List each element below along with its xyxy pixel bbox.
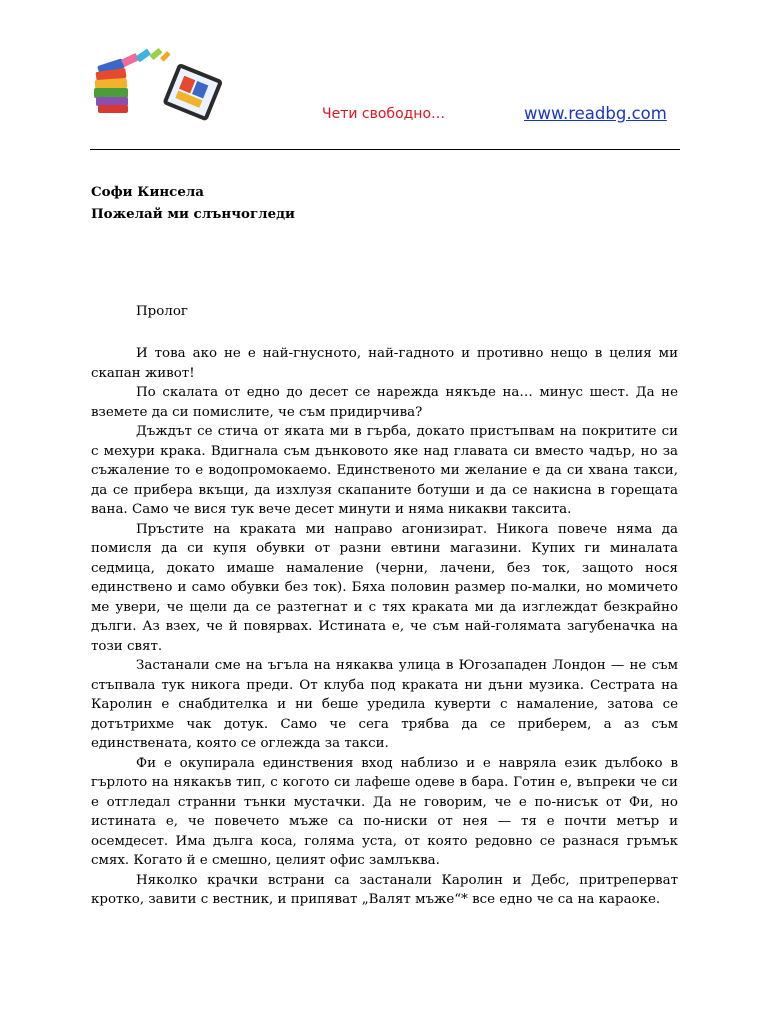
section-heading: Пролог <box>136 304 188 319</box>
tagline-text: Чети свободно… <box>322 106 446 122</box>
paragraph: Няколко крачки встрани са застанали Каролин и Дебс, притреперват кротко, завити с вестник, и припяват „Валят мъже“* все едно че са на караоке. <box>91 872 678 907</box>
header-divider <box>90 149 680 150</box>
paragraph: Застанали сме на ъгъла на някаква улица в Югозападен Лондон — не съм стъпвала тук никога преди. От клуба под краката ни дъни музика. Сестрата на Каролин е снабдителка и ни беше уредила куверти с намаление, затова се дотътрихме чак дотук. Само че сега трябва да се приберем, а аз съм единствената, която се оглежда за такси. <box>91 658 678 751</box>
paragraph: Фи е окупирала единствения вход наблизо и е навряла език дълбоко в гърлото на някакъв тип, с когото си лафеше одеве в бара. Готин е, въпреки че си е отгледал странни тънки мустачки. Да не говорим, че е по-нисък от Фи, но истината е, че повечето мъже са по-ниски от нея — тя е почти метър и осемдесет. Има дълга коса, голяма уста, от която редовно се разнася гръмък смях. Когато й е смешно, целият офис замлъква. <box>91 755 678 868</box>
paragraph: Дъждът се стича от яката ми в гърба, докато пристъпвам на покритите си с мехури крака. Вдигнала съм дънковото яке над главата си вместо чадър, но за съжаление то е водопромокаемо. Единственото ми желание е да си хвана такси, да се прибера вкъщи, да изхлузя скапаните ботуши и да се накисна в горещата вана. Само че вися тук вече десет минути и няма никакви таксита. <box>91 424 678 517</box>
book-author: Софи Кинсела <box>91 184 204 200</box>
site-link[interactable]: www.readbg.com <box>524 104 667 123</box>
paragraph: И това ако не е най-гнусното, най-гадното и противно нещо в целия ми скапан живот! <box>91 346 678 381</box>
paragraph: Пръстите на краката ми направо агонизират. Никога повече няма да помисля да си купя обувки от разни евтини магазини. Купих ги миналата седмица, докато имаше намаление (черни, лачени, без ток, защото нося единствено и само обувки без ток). Бяха половин размер по-малки, но момичето ме увери, че щели да се разтегнат и с тях краката ми да изглеждат безкрайно дълги. Аз взех, че й повярвах. Истината е, че съм най-голямата загубеначка на този свят. <box>91 521 678 654</box>
body-text <box>91 344 678 910</box>
books-tablet-logo-icon <box>92 48 232 126</box>
book-title: Пожелай ми слънчогледи <box>91 206 295 222</box>
paragraph: По скалата от едно до десет се нарежда някъде на… минус шест. Да не вземете да си помислите, че съм придирчива? <box>91 385 678 420</box>
